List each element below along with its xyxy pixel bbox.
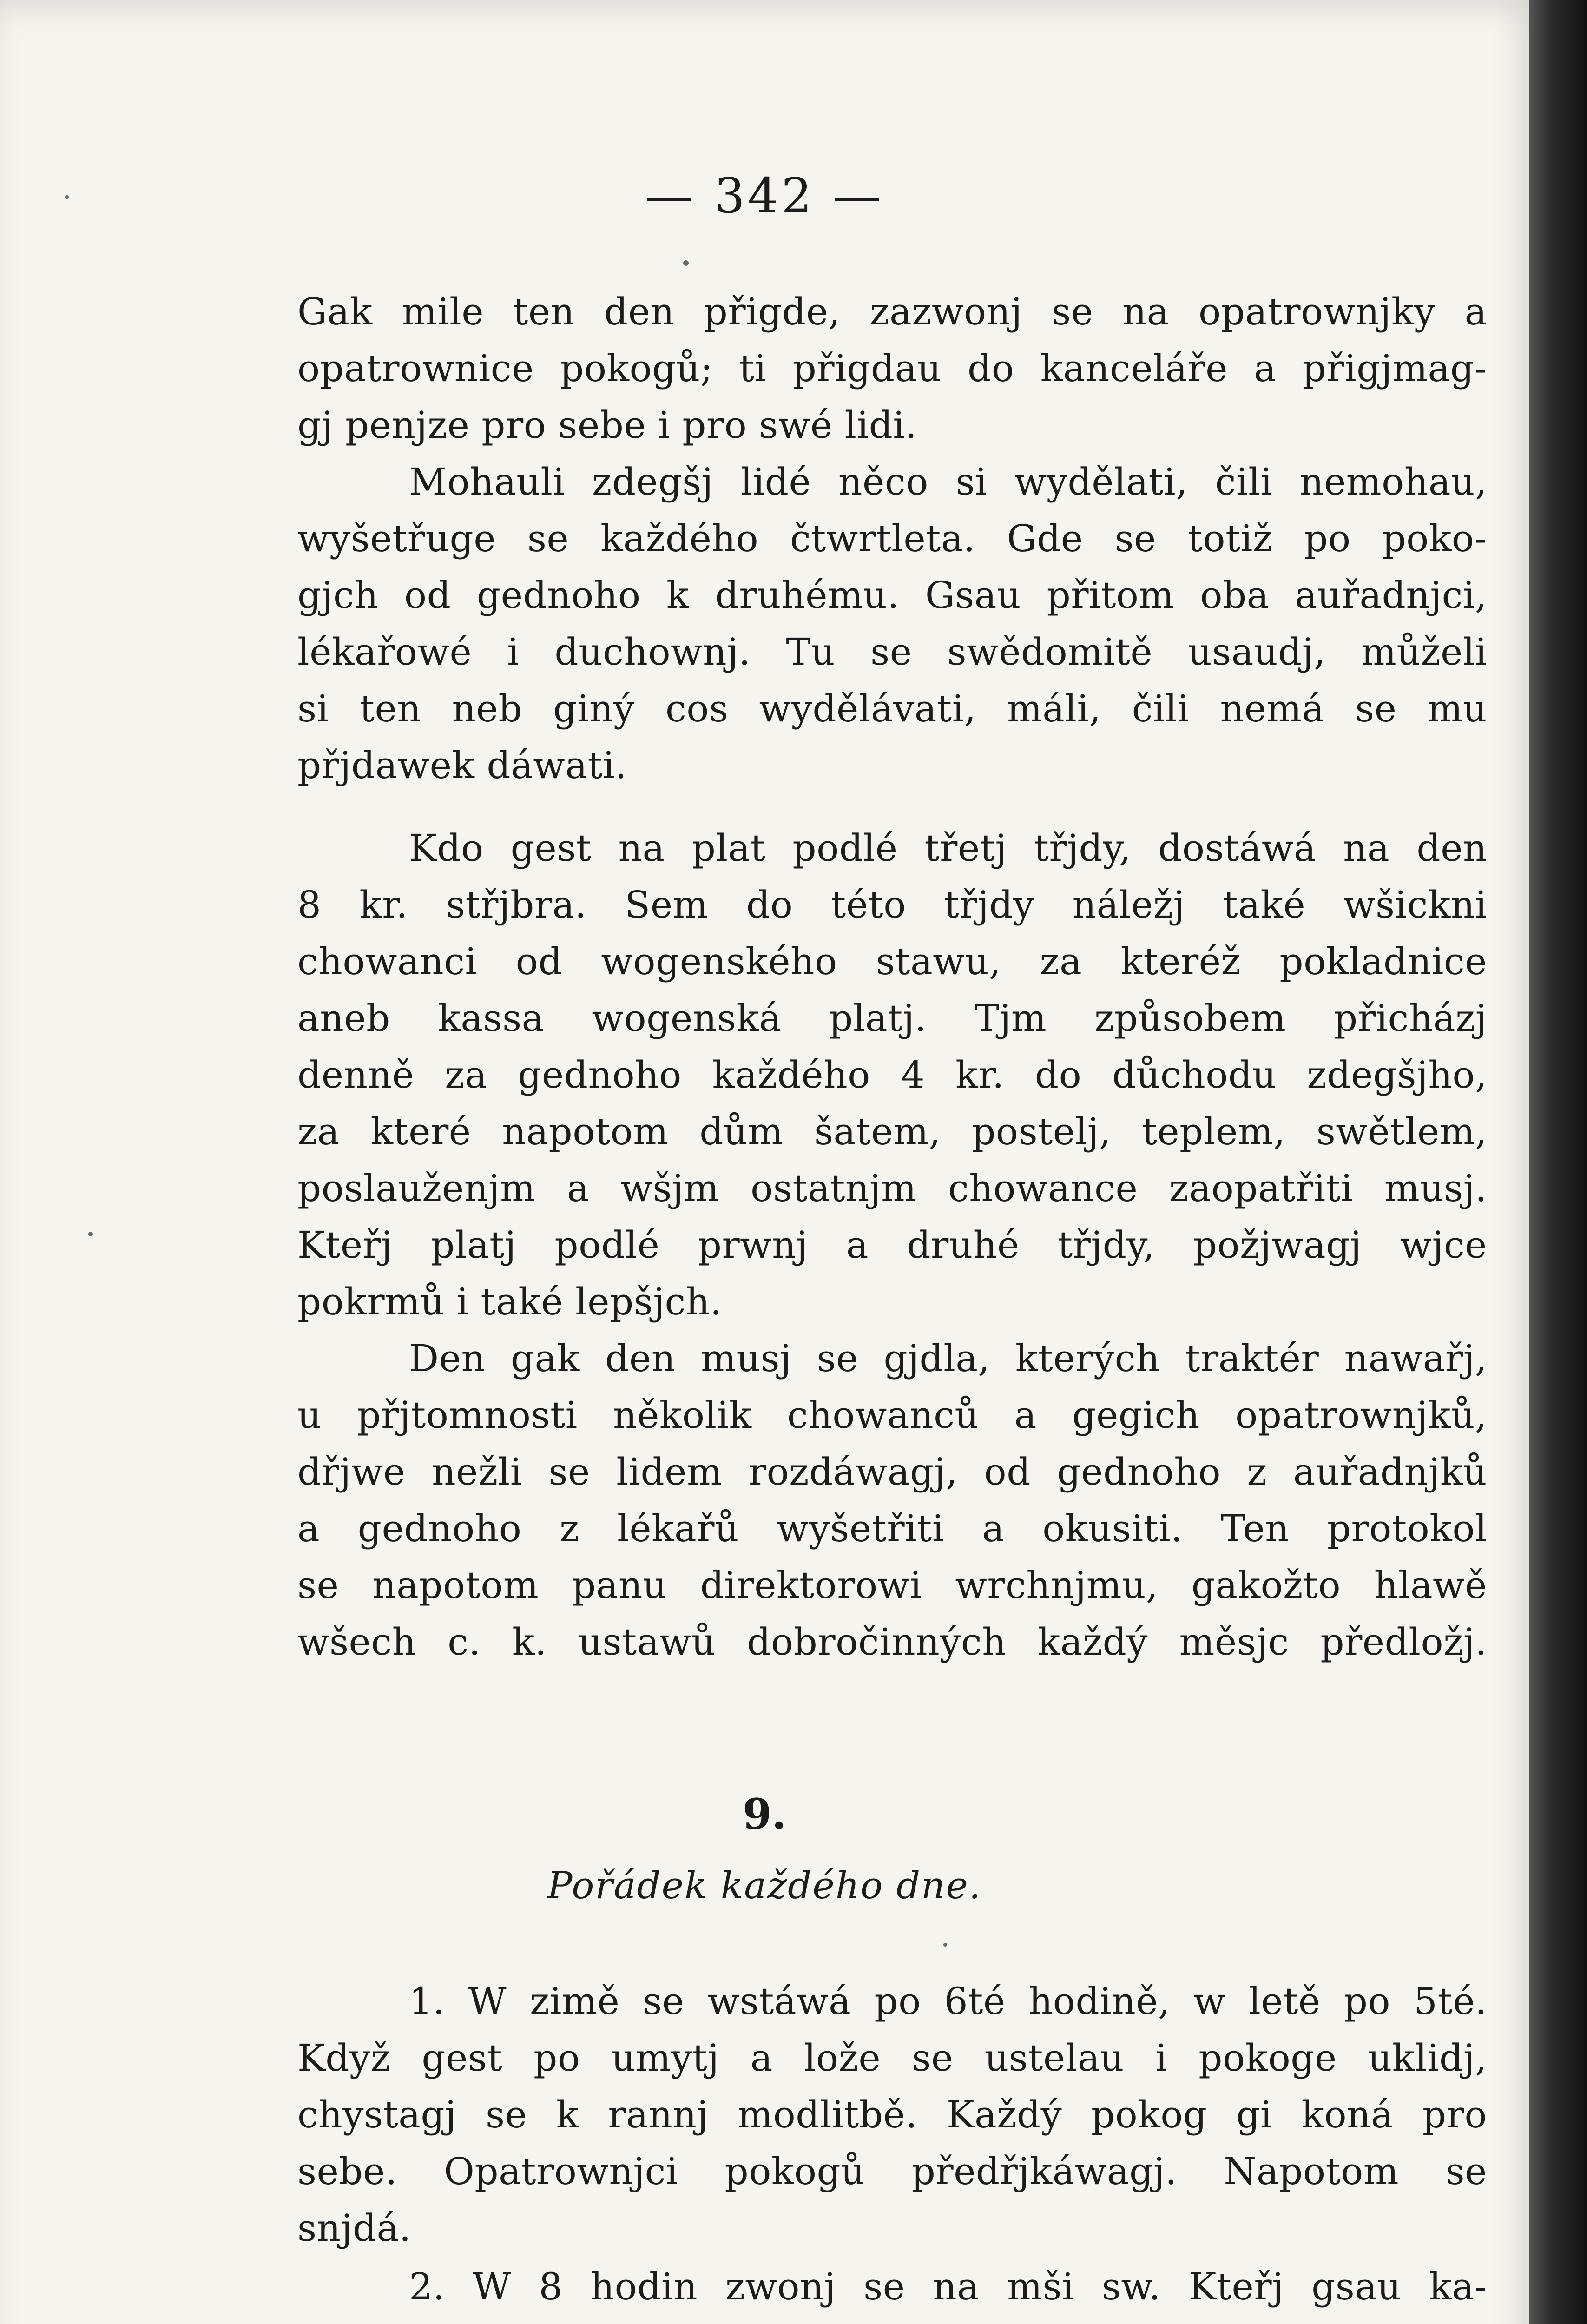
text-line: dřjwe nežli se lidem rozdáwagj, od gednoho z auřadnjků	[297, 1450, 1487, 1493]
text-line: se napotom panu direktorowi wrchnjmu, gakožto hlawě	[297, 1564, 1487, 1607]
text-line: 8 kr. střjbra. Sem do této třjdy náležj také wšickni	[297, 883, 1487, 926]
paper-speck	[65, 195, 69, 199]
text-line: aneb kassa wogenská platj. Tjm způsobem přicházj	[297, 997, 1487, 1040]
text-line: Den gak den musj se gjdla, kterých traktér nawařj,	[409, 1337, 1487, 1380]
text-line: gjch od gednoho k druhému. Gsau přitom oba auřadnjci,	[297, 574, 1487, 617]
paper-speck	[943, 1943, 947, 1947]
paragraph	[297, 820, 1487, 1330]
text-line: přjdawek dáwati.	[297, 744, 627, 787]
text-line: Když gest po umytj a lože se ustelau i pokoge uklidj,	[297, 2036, 1487, 2080]
section-title: Pořádek každého dne.	[547, 1864, 982, 1907]
text-line: wšech c. k. ustawů dobročinných každý měsjc předložj.	[297, 1620, 1487, 1664]
text-line: si ten neb giný cos wydělávati, máli, čili nemá se mu	[297, 687, 1487, 730]
text-line: Kdo gest na plat podlé třetj třjdy, dostáwá na den	[409, 826, 1487, 870]
list-item	[297, 1973, 1487, 2257]
paper-speck	[88, 1232, 93, 1236]
text-line: Kteřj platj podlé prwnj a druhé třjdy, požjwagj wjce	[297, 1223, 1487, 1267]
page-number: — 342 —	[645, 167, 884, 224]
paragraph	[297, 284, 1487, 794]
text-line: u přjtomnosti několik chowanců a gegich opatrownjků,	[297, 1393, 1487, 1437]
text-line: 2. W 8 hodin zwonj se na mši sw. Kteřj gsau ka-	[409, 2265, 1487, 2308]
text-line: za které napotom dům šatem, postelj, teplem, swětlem,	[297, 1110, 1487, 1153]
text-line: gj penjze pro sebe i pro swé lidi.	[297, 403, 917, 447]
text-line: opatrownice pokogů; ti přigdau do kanceláře a přigjmag-	[297, 347, 1487, 390]
text-line: 1. W zimě se wstáwá po 6té hodině, w letě po 5té.	[409, 1980, 1487, 2023]
list-item	[297, 2258, 1487, 2315]
section-number: 9.	[743, 1789, 786, 1839]
text-line: snjdá.	[297, 2206, 411, 2250]
text-line: chowanci od wogenského stawu, za kteréž pokladnice	[297, 940, 1487, 983]
text-line: Mohauli zdegšj lidé něco si wydělati, čili nemohau,	[409, 460, 1487, 503]
paper-speck	[683, 260, 689, 266]
text-line: poslauženjm a wšjm ostatnjm chowance zaopatřiti musj.	[297, 1167, 1487, 1210]
text-line: chystagj se k rannj modlitbě. Každý pokog gi koná pro	[297, 2093, 1487, 2136]
text-line: lékařowé i duchownj. Tu se swědomitě usaudj, můželi	[297, 630, 1487, 673]
text-line: a gednoho z lékařů wyšetřiti a okusiti. Ten protokol	[297, 1507, 1487, 1550]
paragraph	[297, 1330, 1487, 1670]
text-line: sebe. Opatrownjci pokogů předřjkáwagj. Napotom se	[297, 2150, 1487, 2193]
text-line: Gak mile ten den přigde, zazwonj se na opatrownjky a	[297, 290, 1487, 333]
text-line: pokrmů i také lepšjch.	[297, 1280, 722, 1323]
scan-edge-shadow	[1529, 0, 1587, 2324]
text-line: denně za gednoho každého 4 kr. do důchodu zdegšjho,	[297, 1053, 1487, 1096]
text-line: wyšetřuge se každého čtwrtleta. Gde se totiž po poko-	[297, 517, 1487, 560]
